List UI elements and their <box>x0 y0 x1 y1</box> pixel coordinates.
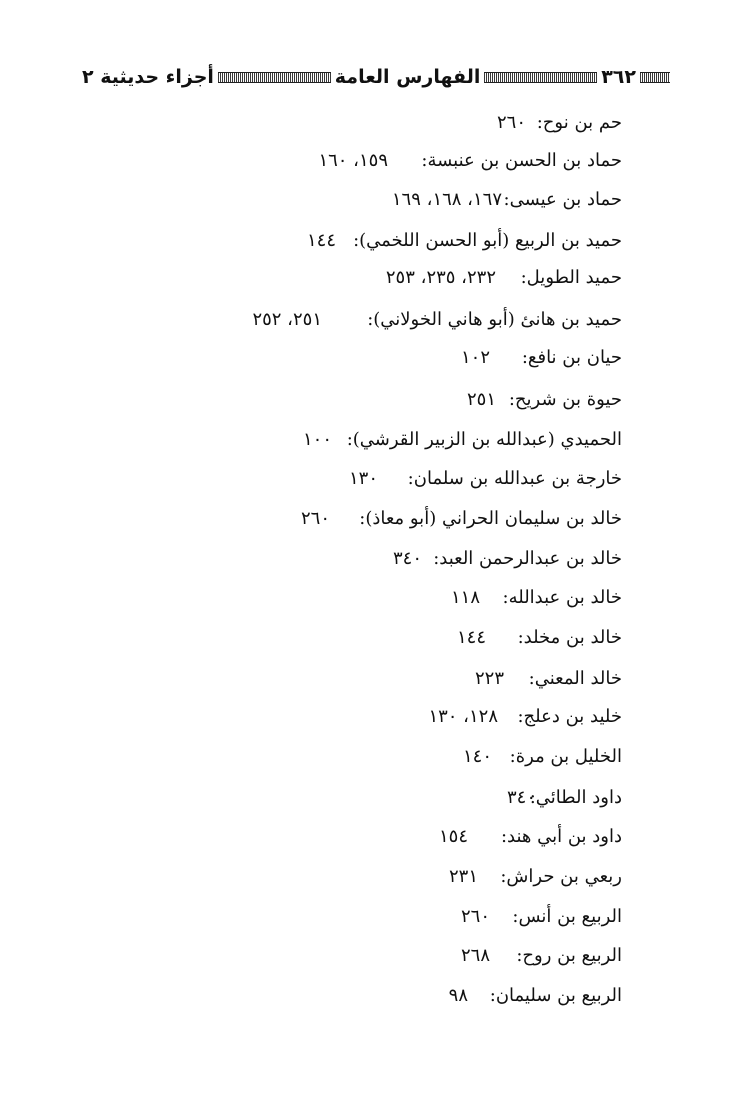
entry-pages: ٢٢٣ <box>474 667 504 689</box>
page-number: ٣٦٢ <box>601 65 636 88</box>
index-entry <box>392 184 622 214</box>
entry-name: الربيع بن سليمان: <box>489 984 622 1006</box>
index-entry <box>451 582 622 612</box>
entry-pages: ٢٦٠ <box>496 111 526 133</box>
entry-name: حيوة بن شريح: <box>508 388 622 410</box>
entry-pages: ٢٥١، ٢٥٢ <box>252 308 322 330</box>
index-entry <box>386 262 622 292</box>
entry-pages: ٢٦٨ <box>460 944 490 966</box>
entry-pages: ٣٤٠ <box>392 547 422 569</box>
index-entry <box>428 701 622 731</box>
entry-pages: ١٤٤ <box>456 626 486 648</box>
entry-pages: ٢٥١ <box>466 388 496 410</box>
entry-pages: ٩٨ <box>448 984 468 1006</box>
entry-pages: ١٤٠ <box>462 745 492 767</box>
entry-name: حماد بن عيسى: <box>503 188 622 210</box>
entry-name: خليد بن دعلج: <box>517 705 622 727</box>
entry-pages: ١٦٧، ١٦٨، ١٦٩ <box>391 188 502 210</box>
index-entry <box>461 342 622 372</box>
entry-pages: ١٠٠ <box>302 428 332 450</box>
entry-name: حم بن نوح: <box>536 111 622 133</box>
index-entry <box>449 980 622 1010</box>
index-entry <box>349 463 622 493</box>
index-entry <box>463 741 622 771</box>
entry-name: خالد بن عبدالرحمن العبد: <box>433 547 622 569</box>
entry-pages: ١٥٩، ١٦٠ <box>318 149 388 171</box>
index-entry <box>252 304 622 334</box>
entry-pages: ١٥٤ <box>438 825 468 847</box>
index-entry <box>507 782 622 812</box>
entry-pages: ٢٦٠ <box>300 507 330 529</box>
entry-name: حيان بن نافع: <box>521 346 622 368</box>
index-entry <box>301 503 622 533</box>
index-entry <box>461 940 622 970</box>
index-entry <box>497 107 622 137</box>
entry-pages: ١١٨ <box>450 586 480 608</box>
index-entry <box>393 543 622 573</box>
entry-pages: ١٠٢ <box>460 346 490 368</box>
index-entry <box>318 145 622 175</box>
index-entry <box>475 663 622 693</box>
entry-pages: ٢٣١ <box>448 865 478 887</box>
entry-pages: ١٣٠ <box>348 467 378 489</box>
book-title: أجزاء حديثية ٢ <box>81 65 214 88</box>
entry-name: خالد بن سليمان الحراني (أبو معاذ): <box>359 507 622 529</box>
section-title: الفهارس العامة <box>334 65 481 88</box>
entry-pages: ٢٦٠ <box>460 905 490 927</box>
index-entry <box>303 424 622 454</box>
entry-pages: ٣٤٠ <box>506 786 536 808</box>
index-entry <box>307 225 622 255</box>
entry-name: الربيع بن أنس: <box>512 905 622 927</box>
entry-name: حميد الطويل: <box>520 266 622 288</box>
entry-pages: ٢٣٢، ٢٣٥، ٢٥٣ <box>385 266 496 288</box>
entry-name: خالد المعني: <box>528 667 622 689</box>
entry-name: داود بن أبي هند: <box>500 825 622 847</box>
index-entry <box>461 901 622 931</box>
entry-name: داود الطائي: <box>529 786 622 808</box>
entry-name: خالد بن مخلد: <box>517 626 622 648</box>
entry-pages: ١٤٤ <box>306 229 336 251</box>
entry-name: خالد بن عبدالله: <box>502 586 622 608</box>
entry-name: حميد بن هانئ (أبو هاني الخولاني): <box>367 308 622 330</box>
entry-name: ربعي بن حراش: <box>500 865 622 887</box>
entry-name: حميد بن الربيع (أبو الحسن اللخمي): <box>353 229 622 251</box>
entry-name: الخليل بن مرة: <box>509 745 622 767</box>
entry-name: خارجة بن عبدالله بن سلمان: <box>407 467 622 489</box>
entry-name: حماد بن الحسن بن عنبسة: <box>421 149 622 171</box>
index-entry <box>449 861 622 891</box>
index-entry <box>467 384 622 414</box>
entry-name: الحميدي (عبدالله بن الزبير القرشي): <box>346 428 622 450</box>
entry-pages: ١٢٨، ١٣٠ <box>428 705 498 727</box>
index-entry <box>457 622 622 652</box>
index-entry <box>439 821 622 851</box>
entry-name: الربيع بن روح: <box>516 944 622 966</box>
